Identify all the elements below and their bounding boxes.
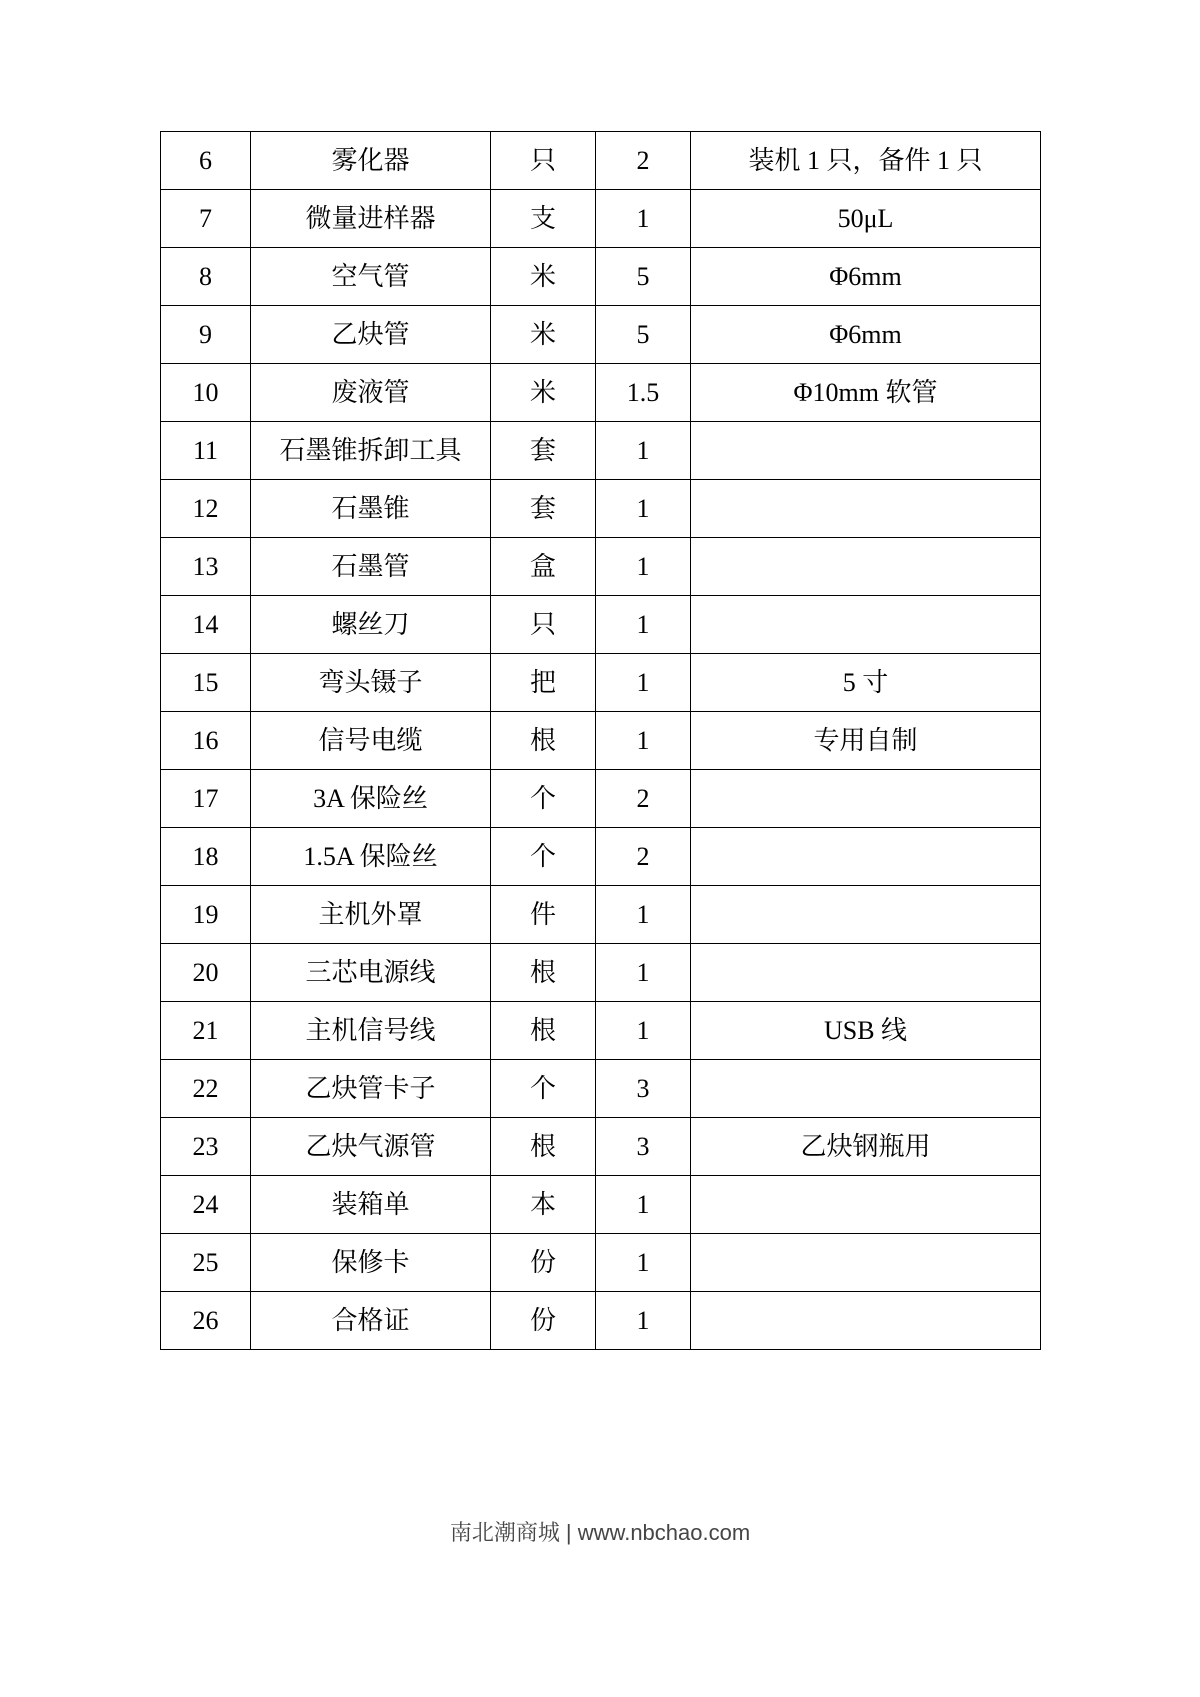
- cell-unit: 只: [491, 596, 596, 654]
- cell-no: 16: [161, 712, 251, 770]
- cell-qty: 1: [596, 712, 691, 770]
- table-row: [161, 1292, 1041, 1350]
- cell-item: 合格证: [251, 1292, 491, 1350]
- cell-qty: 1: [596, 944, 691, 1002]
- cell-unit: 盒: [491, 538, 596, 596]
- cell-unit: 支: [491, 190, 596, 248]
- cell-no: 14: [161, 596, 251, 654]
- cell-unit: 米: [491, 306, 596, 364]
- cell-item: 保修卡: [251, 1234, 491, 1292]
- cell-item: 三芯电源线: [251, 944, 491, 1002]
- cell-no: 25: [161, 1234, 251, 1292]
- cell-remark: Φ10mm 软管: [691, 364, 1041, 422]
- cell-qty: 1: [596, 1002, 691, 1060]
- table-row: [161, 654, 1041, 712]
- cell-qty: 1: [596, 480, 691, 538]
- cell-remark: USB 线: [691, 1002, 1041, 1060]
- cell-item: 信号电缆: [251, 712, 491, 770]
- cell-remark: [691, 480, 1041, 538]
- cell-unit: 件: [491, 886, 596, 944]
- cell-qty: 1: [596, 1234, 691, 1292]
- table-row: [161, 1118, 1041, 1176]
- cell-no: 18: [161, 828, 251, 886]
- table-row: [161, 1060, 1041, 1118]
- cell-remark: Φ6mm: [691, 248, 1041, 306]
- cell-remark: 乙炔钢瓶用: [691, 1118, 1041, 1176]
- table-row: [161, 422, 1041, 480]
- cell-unit: 米: [491, 364, 596, 422]
- cell-item: 雾化器: [251, 132, 491, 190]
- cell-item: 主机外罩: [251, 886, 491, 944]
- table-row: [161, 190, 1041, 248]
- cell-item: 空气管: [251, 248, 491, 306]
- cell-unit: 根: [491, 1118, 596, 1176]
- cell-no: 15: [161, 654, 251, 712]
- cell-unit: 个: [491, 828, 596, 886]
- cell-remark: [691, 596, 1041, 654]
- cell-unit: 个: [491, 770, 596, 828]
- cell-item: 石墨锥: [251, 480, 491, 538]
- cell-unit: 本: [491, 1176, 596, 1234]
- table-row: [161, 1234, 1041, 1292]
- cell-item: 石墨锥拆卸工具: [251, 422, 491, 480]
- table-row: [161, 364, 1041, 422]
- cell-item: 螺丝刀: [251, 596, 491, 654]
- cell-qty: 1: [596, 1292, 691, 1350]
- cell-remark: 5 寸: [691, 654, 1041, 712]
- table-row: [161, 132, 1041, 190]
- cell-no: 7: [161, 190, 251, 248]
- cell-item: 微量进样器: [251, 190, 491, 248]
- cell-qty: 1: [596, 654, 691, 712]
- cell-no: 8: [161, 248, 251, 306]
- cell-unit: 根: [491, 944, 596, 1002]
- table-row: [161, 306, 1041, 364]
- table-row: [161, 480, 1041, 538]
- cell-remark: 装机 1 只，备件 1 只: [691, 132, 1041, 190]
- table-row: [161, 596, 1041, 654]
- cell-item: 弯头镊子: [251, 654, 491, 712]
- cell-qty: 5: [596, 248, 691, 306]
- cell-no: 11: [161, 422, 251, 480]
- table-row: [161, 770, 1041, 828]
- table-row: [161, 712, 1041, 770]
- cell-no: 23: [161, 1118, 251, 1176]
- cell-qty: 1: [596, 538, 691, 596]
- cell-qty: 5: [596, 306, 691, 364]
- cell-no: 24: [161, 1176, 251, 1234]
- cell-unit: 个: [491, 1060, 596, 1118]
- cell-unit: 米: [491, 248, 596, 306]
- cell-item: 石墨管: [251, 538, 491, 596]
- packing-table-body: [161, 132, 1041, 1350]
- cell-qty: 1: [596, 190, 691, 248]
- cell-remark: Φ6mm: [691, 306, 1041, 364]
- cell-no: 10: [161, 364, 251, 422]
- table-row: [161, 1176, 1041, 1234]
- cell-no: 26: [161, 1292, 251, 1350]
- cell-no: 20: [161, 944, 251, 1002]
- cell-no: 17: [161, 770, 251, 828]
- cell-remark: [691, 1234, 1041, 1292]
- cell-qty: 2: [596, 132, 691, 190]
- cell-qty: 2: [596, 770, 691, 828]
- cell-item: 乙炔管: [251, 306, 491, 364]
- cell-remark: 专用自制: [691, 712, 1041, 770]
- cell-remark: [691, 886, 1041, 944]
- cell-item: 乙炔管卡子: [251, 1060, 491, 1118]
- cell-unit: 根: [491, 712, 596, 770]
- cell-item: 1.5A 保险丝: [251, 828, 491, 886]
- cell-unit: 套: [491, 422, 596, 480]
- cell-no: 13: [161, 538, 251, 596]
- table-row: [161, 828, 1041, 886]
- table-row: [161, 248, 1041, 306]
- cell-no: 21: [161, 1002, 251, 1060]
- cell-item: 废液管: [251, 364, 491, 422]
- page-footer: [0, 1516, 1200, 1547]
- cell-qty: 1.5: [596, 364, 691, 422]
- cell-remark: [691, 944, 1041, 1002]
- cell-item: 主机信号线: [251, 1002, 491, 1060]
- cell-remark: [691, 770, 1041, 828]
- cell-remark: [691, 828, 1041, 886]
- cell-no: 19: [161, 886, 251, 944]
- cell-remark: [691, 1060, 1041, 1118]
- table-row: [161, 944, 1041, 1002]
- cell-no: 12: [161, 480, 251, 538]
- cell-unit: 份: [491, 1234, 596, 1292]
- cell-qty: 1: [596, 886, 691, 944]
- cell-unit: 根: [491, 1002, 596, 1060]
- cell-no: 6: [161, 132, 251, 190]
- cell-unit: 只: [491, 132, 596, 190]
- cell-remark: [691, 538, 1041, 596]
- cell-unit: 把: [491, 654, 596, 712]
- packing-list-table: [160, 131, 1041, 1350]
- cell-qty: 1: [596, 596, 691, 654]
- footer-text: 南北潮商城 | www.nbchao.com: [449, 1520, 751, 1545]
- cell-qty: 1: [596, 1176, 691, 1234]
- table-row: [161, 538, 1041, 596]
- cell-qty: 3: [596, 1118, 691, 1176]
- cell-unit: 份: [491, 1292, 596, 1350]
- cell-no: 9: [161, 306, 251, 364]
- table-row: [161, 1002, 1041, 1060]
- cell-remark: [691, 1292, 1041, 1350]
- cell-remark: [691, 422, 1041, 480]
- cell-qty: 1: [596, 422, 691, 480]
- cell-item: 装箱单: [251, 1176, 491, 1234]
- cell-qty: 2: [596, 828, 691, 886]
- cell-item: 3A 保险丝: [251, 770, 491, 828]
- cell-remark: [691, 1176, 1041, 1234]
- cell-item: 乙炔气源管: [251, 1118, 491, 1176]
- cell-qty: 3: [596, 1060, 691, 1118]
- cell-unit: 套: [491, 480, 596, 538]
- cell-remark: 50μL: [691, 190, 1041, 248]
- cell-no: 22: [161, 1060, 251, 1118]
- table-row: [161, 886, 1041, 944]
